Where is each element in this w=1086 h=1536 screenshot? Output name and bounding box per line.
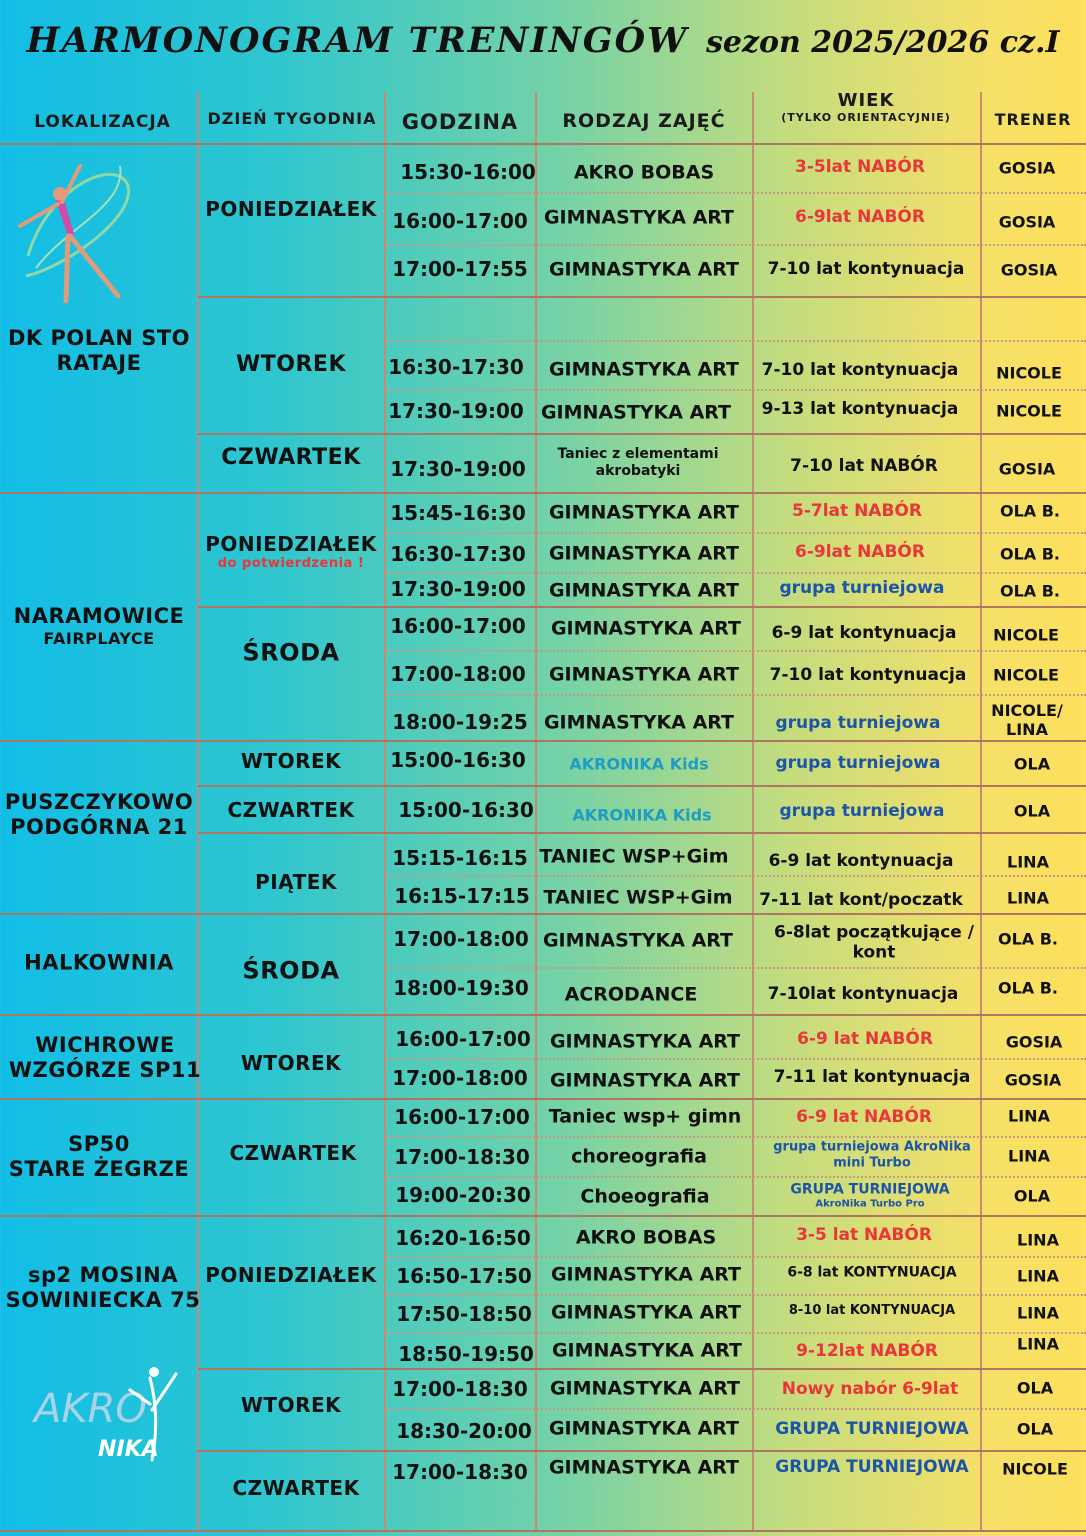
trainer-cell: GOSIA <box>1005 1032 1063 1052</box>
akronika-logo-icon <box>30 1360 190 1470</box>
age-cell: GRUPA TURNIEJOWA <box>775 1456 969 1477</box>
class-cell: TANIEC WSP+Gim <box>539 845 729 868</box>
class-cell: GIMNASTYKA ART <box>542 929 734 952</box>
class-cell: GIMNASTYKA ART <box>548 542 740 565</box>
class-cell: GIMNASTYKA ART <box>550 617 742 640</box>
age-cell: 7-10 lat kontynuacja <box>769 664 967 685</box>
day-line <box>198 785 1086 787</box>
time-cell: 15:00-16:30 <box>390 748 526 772</box>
age-cell: 3-5 lat NABÓR <box>796 1224 932 1245</box>
day-line <box>198 832 1086 834</box>
age-cell: grupa turniejowa <box>775 752 941 773</box>
svg-text:AKRO: AKRO <box>34 1386 147 1432</box>
location-line: WZGÓRZE SP11 <box>8 1058 202 1082</box>
age-cell: 7-10 lat kontynuacja <box>761 359 959 380</box>
day-puszczykowo-tuesday: WTOREK <box>240 749 342 773</box>
location-line: PODGÓRNA 21 <box>10 815 188 839</box>
day-line <box>198 1450 1086 1452</box>
time-cell: 15:45-16:30 <box>390 501 526 525</box>
age-cell: 6-9lat NABÓR <box>795 206 925 227</box>
day-line <box>198 1368 1086 1370</box>
trainer-cell: NICOLE <box>996 401 1062 421</box>
time-cell: 16:50-17:50 <box>396 1264 532 1288</box>
time-cell: 19:00-20:30 <box>395 1183 531 1207</box>
time-cell: 16:00-17:00 <box>395 1027 531 1051</box>
class-cell: GIMNASTYKA ART <box>549 1377 741 1400</box>
trainer-cell: LINA <box>1008 1146 1050 1166</box>
day-polan-tuesday: WTOREK <box>236 351 346 377</box>
day-puszczykowo-thursday: CZWARTEK <box>227 798 355 822</box>
trainer-cell: LINA <box>1017 1334 1059 1354</box>
day-mosina-thursday: CZWARTEK <box>232 1476 360 1500</box>
trainer-cell: NICOLE <box>993 625 1059 645</box>
time-cell: 17:30-19:00 <box>390 577 526 601</box>
page-title <box>0 20 1086 61</box>
day-mosina-monday: PONIEDZIAŁEK <box>205 1263 377 1287</box>
time-cell: 16:30-17:30 <box>390 542 526 566</box>
age-cell: 6-9lat NABÓR <box>795 541 925 562</box>
location-line: NARAMOWICE <box>13 603 185 628</box>
location-line: STARE ŻEGRZE <box>8 1157 190 1181</box>
time-cell: 16:00-17:00 <box>394 1105 530 1129</box>
location-naramowice <box>0 604 198 648</box>
class-cell: ACRODANCE <box>564 983 698 1006</box>
class-cell: Choeografia <box>580 1185 710 1208</box>
day-line <box>198 606 1086 608</box>
header-age-note: (TYLKO ORIENTACYJNIE) <box>781 111 951 124</box>
location-line: WICHROWE <box>35 1032 175 1057</box>
header-age <box>752 90 980 124</box>
time-cell: 15:00-16:30 <box>398 798 534 822</box>
section-line <box>0 740 1086 742</box>
time-cell: 17:00-18:30 <box>394 1145 530 1169</box>
row-line <box>386 875 1086 877</box>
location-line: RATAJE <box>56 351 142 375</box>
header-location: LOKALIZACJA <box>34 112 171 132</box>
location-line: DK POLAN STO <box>7 325 191 350</box>
class-cell <box>536 446 740 480</box>
time-cell: 16:00-17:00 <box>390 614 526 638</box>
location-wichrowe <box>0 1033 210 1083</box>
time-cell: 17:00-18:30 <box>392 1377 528 1401</box>
trainer-cell: LINA <box>1007 888 1049 908</box>
age-cell: 9-12lat NABÓR <box>796 1340 938 1361</box>
row-line <box>386 967 1086 969</box>
class-cell: GIMNASTYKA ART <box>548 579 740 602</box>
class-cell: AKRONIKA Kids <box>572 805 712 825</box>
trainer-cell: LINA <box>1008 1106 1050 1126</box>
class-cell: GIMNASTYKA ART <box>550 1301 742 1324</box>
age-cell <box>752 923 996 964</box>
time-cell: 17:50-18:50 <box>396 1302 532 1326</box>
day-mosina-tuesday: WTOREK <box>240 1393 342 1417</box>
age-line: kont <box>852 943 896 963</box>
time-cell: 17:00-18:00 <box>392 1066 528 1090</box>
class-cell: GIMNASTYKA ART <box>548 501 740 524</box>
age-cell: grupa turniejowa <box>779 800 945 821</box>
day-sp50-thursday: CZWARTEK <box>229 1141 357 1165</box>
time-cell: 18:50-19:50 <box>398 1342 534 1366</box>
trainer-cell: LINA <box>1007 852 1049 872</box>
section-line <box>0 143 1086 145</box>
header-day: DZIEŃ TYGODNIA <box>207 109 377 128</box>
time-cell: 17:00-18:00 <box>390 662 526 686</box>
day-note: do potwierdzenia ! <box>217 556 365 572</box>
class-cell: GIMNASTYKA ART <box>549 1030 741 1053</box>
row-line <box>386 694 1086 696</box>
trainer-cell: OLA B. <box>999 501 1061 521</box>
trainer-cell: GOSIA <box>998 158 1056 178</box>
class-cell: GIMNASTYKA ART <box>548 1417 740 1440</box>
class-cell: GIMNASTYKA ART <box>548 1456 740 1479</box>
age-cell: Nowy nabór 6-9lat <box>781 1378 959 1399</box>
age-line: GRUPA TURNIEJOWA <box>790 1181 950 1198</box>
title-main: HARMONOGRAM TRENINGÓW <box>26 20 689 61</box>
day-puszczykowo-friday: PIĄTEK <box>255 870 337 894</box>
class-cell: GIMNASTYKA ART <box>548 358 740 381</box>
location-halkownia <box>0 950 198 975</box>
row-line <box>386 244 1086 246</box>
row-line <box>386 572 1086 574</box>
header-age-label: WIEK <box>837 90 895 111</box>
time-cell: 18:30-20:00 <box>396 1419 532 1443</box>
location-line: sp2 MOSINA <box>28 1262 178 1287</box>
class-cell: GIMNASTYKA ART <box>543 711 735 734</box>
trainer-cell: GOSIA <box>1004 1070 1062 1090</box>
time-cell: 18:00-19:25 <box>392 710 528 734</box>
trainer-cell: OLA B. <box>999 544 1061 564</box>
trainer-cell: OLA B. <box>997 929 1059 949</box>
time-cell: 18:00-19:30 <box>393 976 529 1000</box>
trainer-cell: OLA <box>1016 1419 1054 1439</box>
row-line <box>386 1058 1086 1060</box>
class-cell: GIMNASTYKA ART <box>548 258 740 281</box>
row-line <box>386 650 1086 652</box>
section-line <box>0 492 1086 494</box>
location-sp50 <box>0 1132 198 1182</box>
section-line <box>0 1215 1086 1217</box>
day-polan-monday: PONIEDZIAŁEK <box>205 197 377 221</box>
trainer-cell: OLA <box>1016 1378 1054 1398</box>
age-cell: 7-10lat kontynuacja <box>767 983 959 1004</box>
row-line <box>386 1408 1086 1410</box>
row-line <box>386 1176 1086 1178</box>
day-halkownia-wednesday: ŚRODA <box>242 956 340 985</box>
class-cell: GIMNASTYKA ART <box>549 1069 741 1092</box>
age-cell: 7-10 lat NABÓR <box>790 455 938 476</box>
trainer-cell: OLA <box>1013 801 1051 821</box>
age-cell: 8-10 lat KONTYNUACJA <box>788 1303 956 1319</box>
age-line: 6-8lat początkujące / <box>774 922 974 943</box>
time-cell: 15:30-16:00 <box>400 160 536 184</box>
time-cell: 17:30-19:00 <box>388 399 524 423</box>
trainer-cell: OLA B. <box>997 978 1059 998</box>
row-line <box>386 340 1086 342</box>
day-naramowice-wednesday: ŚRODA <box>242 638 340 667</box>
day-polan-thursday: CZWARTEK <box>221 444 361 470</box>
header-class: RODZAJ ZAJĘĆ <box>562 110 726 132</box>
section-line <box>0 1098 1086 1100</box>
day-wichrowe-tuesday: WTOREK <box>240 1051 342 1075</box>
age-line: mini Turbo <box>833 1155 911 1170</box>
location-line: PUSZCZYKOWO <box>4 789 194 814</box>
class-cell: AKRO BOBAS <box>573 161 715 184</box>
class-line: akrobatyki <box>595 463 681 479</box>
location-puszczykowo <box>0 790 198 840</box>
age-cell: 9-13 lat kontynuacja <box>761 398 959 419</box>
class-cell: GIMNASTYKA ART <box>550 1263 742 1286</box>
day-label: PONIEDZIAŁEK <box>205 532 377 557</box>
section-line <box>0 1530 1086 1532</box>
section-line <box>0 913 1086 915</box>
section-line <box>0 1014 1086 1016</box>
age-cell: 6-9 lat kontynuacja <box>771 622 957 643</box>
age-cell: GRUPA TURNIEJOWA <box>775 1418 969 1439</box>
trainer-cell <box>980 701 1074 739</box>
age-cell: 6-9 lat NABÓR <box>796 1106 932 1127</box>
trainer-cell: OLA <box>1013 754 1051 774</box>
trainer-cell: GOSIA <box>998 212 1056 232</box>
location-mosina <box>0 1263 206 1313</box>
location-line: SP50 <box>68 1131 130 1156</box>
row-line <box>386 192 1086 194</box>
age-cell: 7-10 lat kontynuacja <box>767 258 965 279</box>
trainer-cell: NICOLE <box>993 665 1059 685</box>
age-cell: grupa turniejowa <box>779 577 945 598</box>
trainer-cell: LINA <box>1017 1303 1059 1323</box>
header-trainer: TRENER <box>994 110 1072 129</box>
class-cell: GIMNASTYKA ART <box>540 401 732 424</box>
class-cell: GIMNASTYKA ART <box>543 206 735 229</box>
age-cell <box>752 1139 992 1170</box>
time-cell: 15:15-16:15 <box>392 846 528 870</box>
age-cell: grupa turniejowa <box>775 712 941 733</box>
header-time: GODZINA <box>401 110 519 134</box>
day-naramowice-monday <box>198 532 384 572</box>
age-cell: 6-8 lat KONTYNUACJA <box>787 1264 957 1281</box>
trainer-cell: LINA <box>1017 1230 1059 1250</box>
time-cell: 16:20-16:50 <box>395 1226 531 1250</box>
trainer-line: NICOLE/ <box>991 700 1063 720</box>
trainer-cell: LINA <box>1017 1266 1059 1286</box>
class-cell: choreografia <box>571 1145 707 1168</box>
ribbon-gymnast-icon <box>8 146 138 311</box>
time-cell: 16:15-17:15 <box>394 884 530 908</box>
class-cell: Taniec wsp+ gimn <box>548 1105 742 1128</box>
trainer-cell: OLA <box>1013 1186 1051 1206</box>
age-cell: 5-7lat NABÓR <box>792 500 922 521</box>
trainer-line: LINA <box>1006 720 1048 739</box>
time-cell: 17:00-18:00 <box>393 927 529 951</box>
day-line <box>198 433 1086 435</box>
trainer-cell: NICOLE <box>996 363 1062 383</box>
time-cell: 17:30-19:00 <box>390 457 526 481</box>
title-season: sezon 2025/2026 cz.I <box>706 25 1060 60</box>
class-line: Taniec z elementami <box>557 446 719 463</box>
age-cell: 6-9 lat kontynuacja <box>768 850 954 871</box>
row-line <box>386 1136 1086 1138</box>
time-cell: 17:00-18:30 <box>392 1460 528 1484</box>
day-line <box>198 296 1086 298</box>
time-cell: 16:00-17:00 <box>392 209 528 233</box>
location-line: FAIRPLAYCE <box>43 629 155 648</box>
svg-text:NIKA: NIKA <box>98 1437 159 1462</box>
row-line <box>386 389 1086 391</box>
trainer-cell: GOSIA <box>1000 260 1058 280</box>
class-cell: TANIEC WSP+Gim <box>543 886 733 909</box>
class-cell: AKRO BOBAS <box>575 1226 717 1249</box>
class-cell: AKRONIKA Kids <box>569 754 709 774</box>
time-cell: 17:00-17:55 <box>392 257 528 281</box>
age-cell: 7-11 lat kont/poczatk <box>759 889 963 910</box>
age-line: grupa turniejowa AkroNika <box>773 1139 971 1155</box>
age-line: AkroNika Turbo Pro <box>815 1198 925 1210</box>
trainer-cell: GOSIA <box>998 459 1056 479</box>
class-cell: GIMNASTYKA ART <box>548 663 740 686</box>
location-line: SOWINIECKA 75 <box>5 1288 201 1312</box>
location-line: HALKOWNIA <box>24 950 174 975</box>
age-cell: 3-5lat NABÓR <box>795 156 925 177</box>
time-cell: 16:30-17:30 <box>388 355 524 379</box>
trainer-cell: NICOLE <box>1002 1459 1068 1479</box>
trainer-cell: OLA B. <box>999 581 1061 601</box>
row-line <box>386 1294 1086 1296</box>
row-line <box>386 1256 1086 1258</box>
row-line <box>386 532 1086 534</box>
location-polan <box>0 326 198 376</box>
age-cell: 6-9 lat NABÓR <box>797 1028 933 1049</box>
age-cell <box>752 1182 988 1211</box>
age-cell: 7-11 lat kontynuacja <box>773 1066 971 1087</box>
class-cell: GIMNASTYKA ART <box>551 1339 743 1362</box>
